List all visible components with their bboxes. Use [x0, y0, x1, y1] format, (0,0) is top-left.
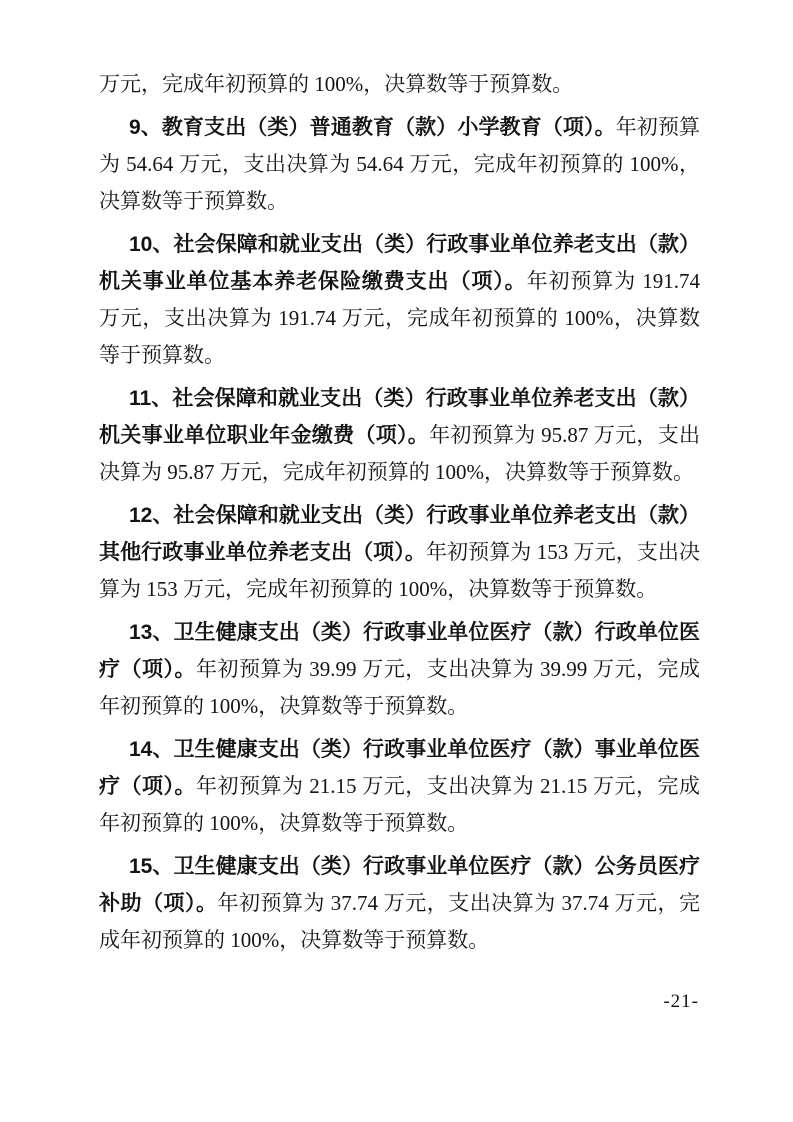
item-heading: 12、社会保障和就业支出（类）行政事业单位养老支出（款）其他行政事业单位养老支出（项）。: [99, 504, 700, 564]
budget-item-paragraph: [99, 380, 700, 491]
item-heading: 9、教育支出（类）普通教育（款）小学教育（项）。: [129, 116, 616, 139]
item-body: 年初预算为 39.99 万元，支出决算为 39.99 万元，完成年初预算的 100%，决算数等于预算数。: [99, 657, 700, 718]
budget-item-paragraph: [99, 497, 700, 608]
item-heading: 14、卫生健康支出（类）行政事业单位医疗（款）事业单位医疗（项）。: [99, 738, 700, 798]
document-body: [99, 66, 700, 965]
item-body: 年初预算为 153 万元，支出决算为 153 万元，完成年初预算的 100%，决算数等于预算数。: [99, 540, 701, 601]
page-number: -21-: [663, 991, 699, 1012]
budget-item-paragraph: [99, 614, 700, 725]
budget-item-paragraph: [99, 731, 700, 842]
budget-item-paragraph: [99, 848, 700, 959]
budget-item-paragraph: [99, 109, 700, 220]
item-body: 年初预算为 95.87 万元，支出决算为 95.87 万元，完成年初预算的 100%，决算数等于预算数。: [99, 423, 701, 484]
item-body: 年初预算为 191.74 万元，支出决算为 191.74 万元，完成年初预算的 100%，决算数等于预算数。: [99, 269, 701, 367]
item-heading: 10、社会保障和就业支出（类）行政事业单位养老支出（款）机关事业单位基本养老保险缴费支出（项）。: [99, 233, 700, 293]
item-body: 年初预算为 37.74 万元，支出决算为 37.74 万元，完成年初预算的 100%，决算数等于预算数。: [99, 891, 700, 952]
item-heading: 11、社会保障和就业支出（类）行政事业单位养老支出（款）机关事业单位职业年金缴费（项）。: [99, 387, 700, 447]
item-heading: 13、卫生健康支出（类）行政事业单位医疗（款）行政单位医疗（项）。: [99, 621, 700, 681]
item-body: 年初预算为 21.15 万元，支出决算为 21.15 万元，完成年初预算的 100%，决算数等于预算数。: [99, 774, 700, 835]
continuation-paragraph: 万元，完成年初预算的 100%，决算数等于预算数。: [99, 72, 574, 96]
budget-items: [99, 109, 700, 959]
item-heading: 15、卫生健康支出（类）行政事业单位医疗（款）公务员医疗补助（项）。: [99, 855, 700, 915]
budget-item-paragraph: [99, 226, 700, 374]
item-body: 年初预算为 54.64 万元，支出决算为 54.64 万元，完成年初预算的 100%，决算数等于预算数。: [99, 115, 700, 213]
